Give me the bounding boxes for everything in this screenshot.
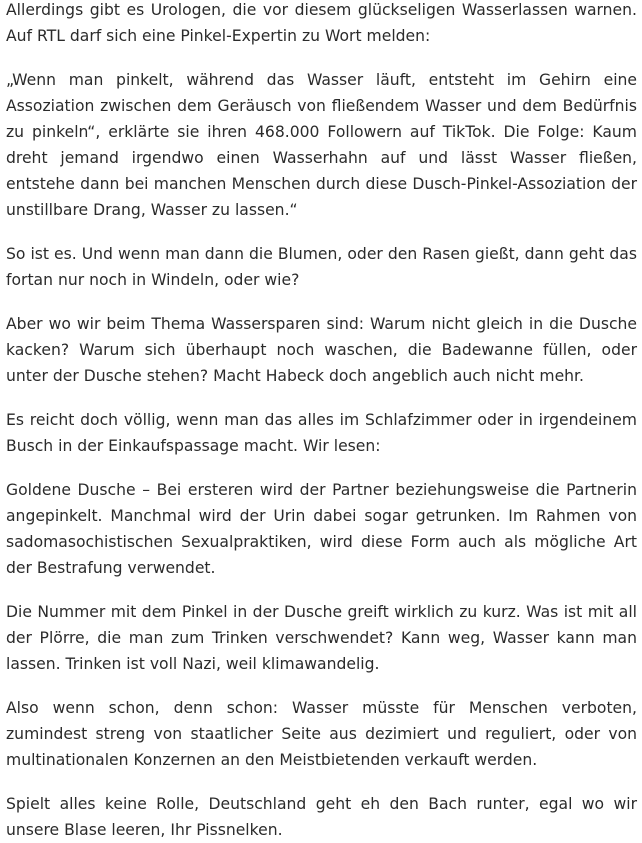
paragraph-wasser-verboten: Also wenn schon, denn schon: Wasser müsste für Menschen verboten, zumindest streng von staatlicher Seite aus dezimiert und reguliert, oder von multinationalen Konzernen an den Meistbietenden verkauft werden. [6, 699, 637, 769]
paragraph-urologen: Allerdings gibt es Urologen, die vor diesem glückseligen Wasserlassen warnen. Auf RTL darf sich eine Pinkel-Expertin zu Wort melden: [6, 1, 637, 45]
paragraph-schluss: Spielt alles keine Rolle, Deutschland geht eh den Bach runter, egal wo wir unsere Blase leeren, Ihr Pissnelken. [6, 795, 637, 839]
paragraph-goldene-dusche: Goldene Dusche – Bei ersteren wird der Partner beziehungsweise die Partnerin angepinkelt. Manchmal wird der Urin dabei sogar getrunken. Im Rahmen von sadomasochistischen Sexualpraktiken, wird diese Form auch als mögliche Art der Bestrafung verwendet. [6, 481, 637, 577]
paragraph-nummer: Die Nummer mit dem Pinkel in der Dusche greift wirklich zu kurz. Was ist mit all der Plörre, die man zum Trinken verschwendet? Kann weg, Wasser kann man lassen. Trinken ist voll Nazi, weil klimawandelig. [6, 603, 637, 673]
paragraph-wassersparen: Aber wo wir beim Thema Wassersparen sind: Warum nicht gleich in die Dusche kacken? Warum sich überhaupt noch waschen, die Badewanne füllen, oder unter der Dusche stehen? Macht Habeck doch angeblich auch nicht mehr. [6, 315, 637, 385]
paragraph-quote: „Wenn man pinkelt, während das Wasser läuft, entsteht im Gehirn eine Assoziation zwischen dem Geräusch von fließendem Wasser und dem Bedürfnis zu pinkeln“, erklärte sie ihren 468.000 Followern auf TikTok. Die Folge: Kaum dreht jemand irgendwo einen Wasserhahn auf und lässt Wasser fließen, entstehe dann bei manchen Menschen durch diese Dusch-Pinkel-Assoziation der unstillbare Drang, Wasser zu lassen.“ [6, 71, 637, 219]
paragraph-schlafzimmer: Es reicht doch völlig, wenn man das alles im Schlafzimmer oder in irgendeinem Busch in der Einkaufspassage macht. Wir lesen: [6, 411, 637, 455]
paragraph-blumen: So ist es. Und wenn man dann die Blumen, oder den Rasen gießt, dann geht das fortan nur noch in Windeln, oder wie? [6, 245, 637, 289]
